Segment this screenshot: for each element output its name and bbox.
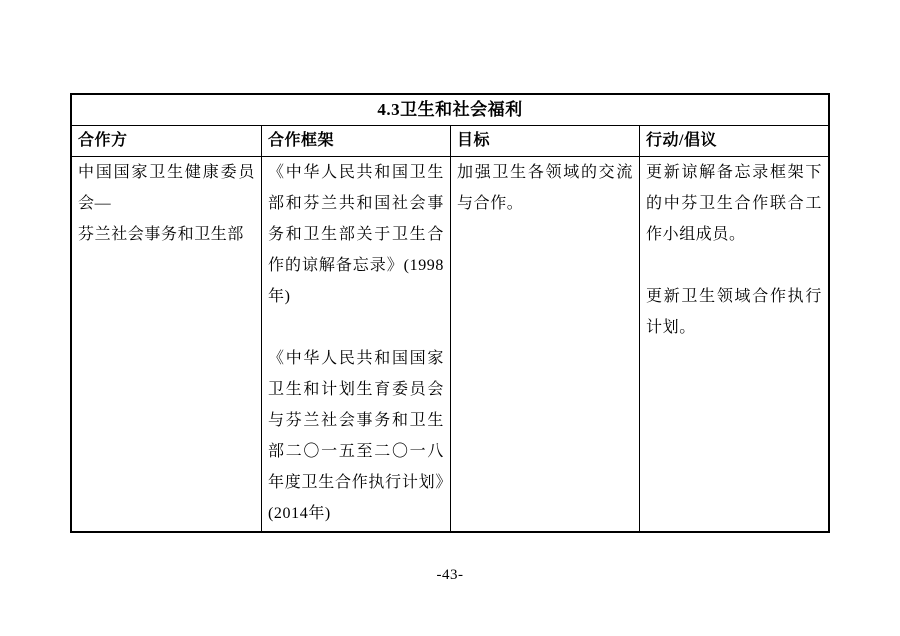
column-header-objectives: 目标 [450, 126, 639, 157]
action-item: 更新谅解备忘录框架下的中芬卫生合作联合工作小组成员。 [646, 164, 822, 243]
framework-agreement: 《中华人民共和国卫生部和芬兰共和国社会事务和卫生部关于卫生合作的谅解备忘录》(1998年) [268, 164, 444, 305]
cell-partner [72, 157, 261, 531]
cell-framework [261, 157, 450, 531]
cell-objectives [450, 157, 639, 531]
cell-actions [639, 157, 828, 531]
page-number: -43- [436, 567, 464, 583]
column-header-partner: 合作方 [72, 126, 261, 157]
action-item: 更新卫生领域合作执行计划。 [646, 288, 822, 336]
framework-agreement: 《中华人民共和国国家卫生和计划生育委员会与芬兰社会事务和卫生部二〇一五至二〇一八年度卫生合作执行计划》(2014年) [268, 350, 444, 522]
partner-name-line: 中国国家卫生健康委员会— [78, 164, 255, 212]
partner-name-line: 芬兰社会事务和卫生部 [78, 226, 245, 243]
table-section-title: 4.3卫生和社会福利 [72, 95, 828, 126]
objective-text: 加强卫生各领域的交流与合作。 [457, 164, 633, 212]
column-header-framework: 合作框架 [261, 126, 450, 157]
cooperation-table [70, 93, 830, 533]
column-header-actions: 行动/倡议 [639, 126, 828, 157]
